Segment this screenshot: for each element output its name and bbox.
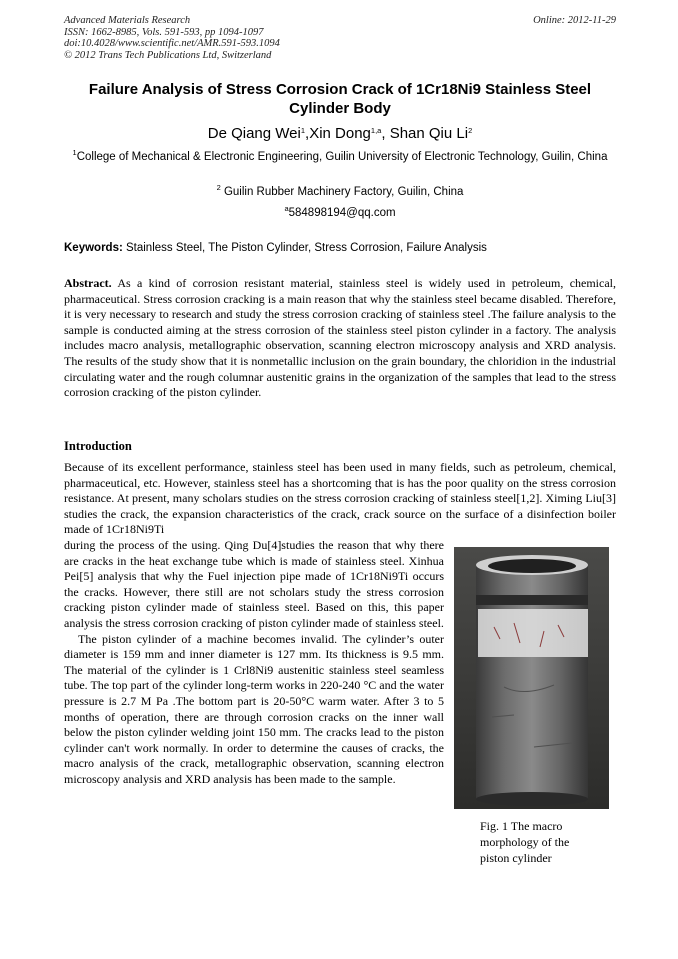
keywords-label: Keywords:	[64, 242, 123, 254]
author-name: De Qiang Wei	[207, 125, 301, 142]
keywords-text: Stainless Steel, The Piston Cylinder, Stress Corrosion, Failure Analysis	[122, 242, 487, 254]
affiliation-2	[64, 185, 616, 200]
journal-header	[64, 15, 616, 61]
section-heading-introduction: Introduction	[64, 439, 132, 453]
journal-name: Advanced Materials Research	[64, 15, 191, 26]
abstract	[64, 276, 616, 401]
abstract-text: As a kind of corrosion resistant material, stainless steel is widely used in petroleum, chemical, pharmaceutical. Stress corrosion cracking is a main reason that why the stainless steel became disabled. Therefore, it is very necessary to research and study the stress corrosion cracking of stainless steel .The failure analysis to the sample is conducted aiming at the stress corrosion of the stainless steel piston cylinder in a factory. The analysis includes macro analysis, metallographic observation, scanning electron microscopy analysis and XRD analysis. The results of the study show that it is nonmetallic inclusion on the grain boundary, the chloridion in the industrial circulating water and the rough columnar austenitic grains in the organization of the samples that lead to the stress corrosion cracking of the piston cylinder.	[64, 276, 616, 400]
copyright-line: © 2012 Trans Tech Publications Ltd, Switzerland	[64, 49, 272, 61]
cylinder-illustration	[454, 547, 609, 809]
author-sup: 1,a	[370, 126, 382, 135]
email-line	[64, 206, 616, 221]
paper-title: Failure Analysis of Stress Corrosion Crack of 1Cr18Ni9 Stainless Steel Cylinder Body	[88, 81, 592, 117]
intro-paragraph-1-full: Because of its excellent performance, stainless steel has been used in many fields, such as petroleum, chemical, pharmaceutical, etc. However, stainless steel has a shortcoming that is has the poor quality on the stress corrosion resistance. At present, many scholars studies on the stress corrosion cracking of stainless steel[1,2]. Ximing Liu[3] studies the crack, the expansion characteristics of the crack, crack source on the surface of a disinfection boiler made of 1Cr18Ni9Ti	[64, 460, 616, 537]
issn-line: ISSN: 1662-8985, Vols. 591-593, pp 1094-1097	[64, 26, 264, 38]
email-sup: a	[284, 204, 289, 213]
author-sup: 1	[300, 126, 306, 135]
affiliation-1	[64, 150, 616, 165]
author-name: Shan Qiu Li	[389, 125, 469, 142]
intro-text-column	[64, 538, 444, 788]
author-name: Xin Dong	[309, 125, 371, 142]
online-date: Online: 2012-11-29	[533, 15, 616, 26]
author-line: De Qiang Wei$^1$,Xin Dong$^{1,a}$, Shan Qiu Li$^2$	[207, 125, 473, 142]
affiliation-sup: 2	[216, 183, 221, 192]
piston-cylinder-photo	[454, 547, 609, 809]
intro-paragraph-2: The piston cylinder of a machine becomes invalid. The cylinder’s outer diameter is 159 mm and inner diameter is 127 mm. Its thickness is 9.5 mm. The material of the cylinder is 1 Crl8Ni9 austenitic stainless steel seamless tube. The top part of the cylinder long-term works in 220-240 °C and the water pressure is 2.7 M Pa .The bottom part is 20-50°C warm water. After 3 to 5 months of operation, there are through corrosion cracks on the inner wall below the piston cylinder welding joint 150 mm. The cracks lead to the piston cylinder can't work normally. In order to determine the causes of cracks, the macro analysis of the crack, metallographic observation, scanning electron microscopy analysis and XRD analysis has been made to the sample.	[64, 631, 444, 786]
intro-paragraph-1-narrow: during the process of the using. Qing Du[4]studies the reason that why there are cracks in the heat exchange tube which is made of stainless steel. Xinhua Pei[5] analysis that why the Fuel injection pipe made of 1Cr18Ni9Ti occurs the cracks. However, there still are not scholars study the stress corrosion cracking piston cylinder made of stainless steel. Based on this, this paper analysis the stress corrosion cracking of piston cylinder made of stainless steel.	[64, 538, 444, 630]
figure-caption: Fig. 1 The macro morphology of the piston cylinder	[480, 819, 570, 865]
affiliation-text: College of Mechanical & Electronic Engineering, Guilin University of Electronic Technology, Guilin, China	[76, 151, 608, 163]
keywords	[64, 241, 616, 256]
abstract-label: Abstract.	[64, 276, 112, 290]
email-address: 584898194@qq.com	[288, 207, 396, 219]
affiliation-sup: 1	[72, 148, 77, 157]
doi-line: doi:10.4028/www.scientific.net/AMR.591-593.1094	[64, 38, 280, 50]
author-sup: 2	[468, 126, 473, 135]
affiliation-text: Guilin Rubber Machinery Factory, Guilin, China	[220, 186, 464, 198]
